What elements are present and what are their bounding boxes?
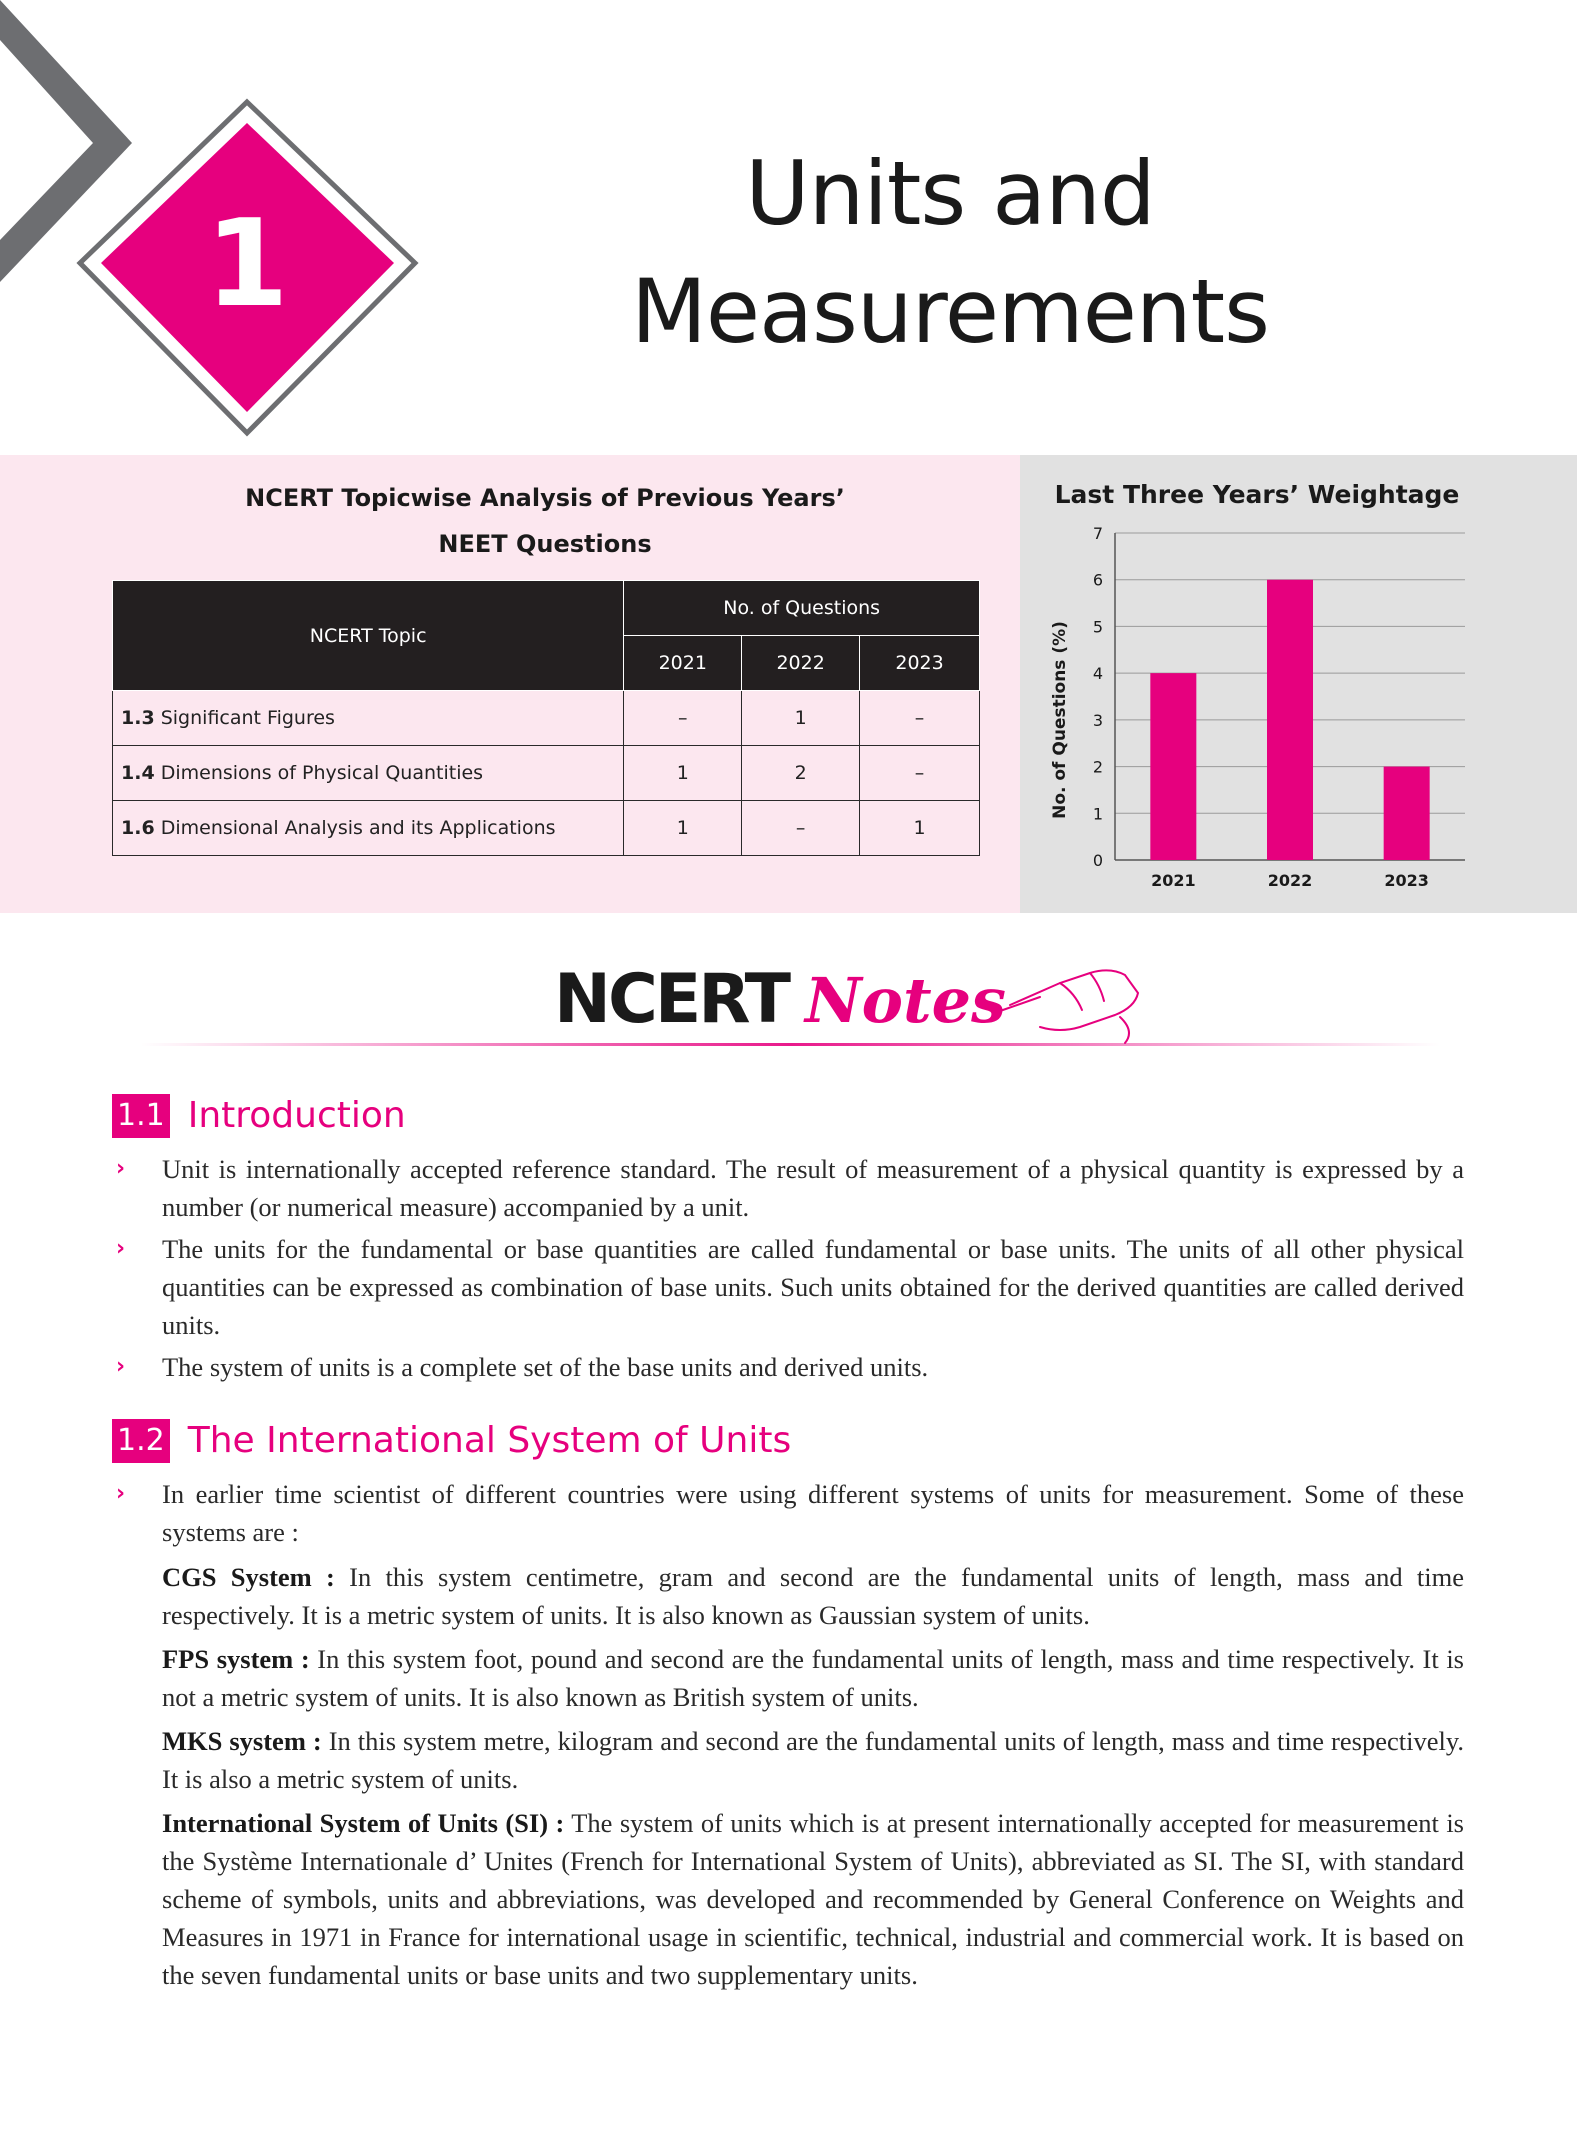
bar <box>1150 673 1196 860</box>
section-heading-introduction <box>112 1094 406 1138</box>
value-cell: 1 <box>860 801 980 856</box>
chevron-right-icon: › <box>116 1481 126 1506</box>
section-number: 1.2 <box>112 1419 170 1463</box>
chevron-right-icon: › <box>116 1156 126 1181</box>
topic-table <box>112 580 980 856</box>
chart-y-axis-label: No. of Questions (%) <box>1050 621 1070 819</box>
y-tick-label: 7 <box>1092 524 1103 543</box>
term-text: The system of units which is at present internationally accepted for measurement is the Système Internationale d’ Unites (French for International System of Units), abbreviated as SI. The SI, with standard scheme of symbols, units and abbreviations, was developed and recommended by General Conference on Weights and Measures in 1971 in France for international usage in scientific, technical, industrial and commercial work. It is based on the seven fundamental units or base units and two supplementary units. <box>162 1808 1464 1990</box>
notes-underline <box>140 1043 1440 1046</box>
chapter-title <box>560 135 1340 371</box>
fps-system-paragraph <box>162 1640 1464 1716</box>
y-tick-label: 2 <box>1092 757 1103 777</box>
bullet-text: The system of units is a complete set of the base units and derived units. <box>162 1352 929 1382</box>
topic-cell <box>113 801 624 856</box>
y-tick-label: 3 <box>1092 710 1103 730</box>
value-cell: – <box>624 691 742 746</box>
topic-name: Dimensions of Physical Quantities <box>160 762 484 784</box>
bar <box>1384 767 1430 860</box>
chevron-right-icon: › <box>116 1354 126 1379</box>
table-row <box>113 746 980 801</box>
term-label: MKS system : <box>162 1726 322 1756</box>
topic-number: 1.3 <box>121 707 155 729</box>
value-cell: – <box>860 691 980 746</box>
topic-number: 1.4 <box>121 762 155 784</box>
section-title: The International System of Units <box>187 1420 792 1461</box>
value-cell: 2 <box>742 746 860 801</box>
si-system-paragraph <box>162 1804 1464 1994</box>
notes-word-ncert: NCERT <box>554 960 788 1039</box>
y-tick-label: 0 <box>1092 851 1103 870</box>
topic-cell <box>113 691 624 746</box>
mks-system-paragraph <box>162 1722 1464 1798</box>
weightage-chart <box>1020 455 1577 913</box>
bullet-text: The units for the fundamental or base quantities are called fundamental or base units. The units of all other physical quantities can be expressed as combination of base units. Such units obtained for the derived quantities are called derived units. <box>162 1234 1464 1340</box>
bullet-text: In earlier time scientist of different countries were using different systems of units for measurement. Some of these systems are : <box>162 1479 1464 1547</box>
chart-y-ticks <box>1093 524 1103 870</box>
list-item <box>112 1348 1464 1386</box>
y-tick-label: 5 <box>1092 617 1103 637</box>
x-tick-label: 2023 <box>1384 871 1429 890</box>
analysis-heading <box>0 475 1090 567</box>
chart-title: Last Three Years’ Weightage <box>1054 480 1460 509</box>
term-text: In this system centimetre, gram and second are the fundamental units of length, mass and time respectively. It is a metric system of units. It is also known as Gaussian system of units. <box>162 1562 1465 1630</box>
value-cell: – <box>742 801 860 856</box>
chapter-number: 1 <box>205 195 289 334</box>
year-header: 2023 <box>860 636 980 691</box>
section-number: 1.1 <box>112 1094 170 1138</box>
section-heading-si-units <box>112 1419 791 1463</box>
year-header: 2021 <box>624 636 742 691</box>
bar <box>1267 580 1313 860</box>
si-units-bullets <box>112 1475 1464 1555</box>
col-topic-header: NCERT Topic <box>113 581 624 691</box>
bullet-text: Unit is internationally accepted reference standard. The result of measurement of a physical quantity is expressed by a number (or numerical measure) accompanied by a unit. <box>162 1154 1464 1222</box>
term-label: International System of Units (SI) : <box>162 1808 565 1838</box>
y-tick-label: 1 <box>1092 804 1103 824</box>
year-header: 2022 <box>742 636 860 691</box>
y-tick-label: 6 <box>1092 570 1103 590</box>
section-title: Introduction <box>187 1095 406 1136</box>
topic-cell <box>113 746 624 801</box>
term-label: FPS system : <box>162 1644 310 1674</box>
x-tick-label: 2022 <box>1267 871 1313 890</box>
analysis-heading-line1: NCERT Topicwise Analysis of Previous Years’ <box>245 484 845 512</box>
term-text: In this system foot, pound and second are the fundamental units of length, mass and time respectively. It is not a metric system of units. It is also known as British system of units. <box>162 1644 1464 1712</box>
hand-writing-icon <box>1000 970 1138 1043</box>
value-cell: 1 <box>624 746 742 801</box>
value-cell: 1 <box>742 691 860 746</box>
term-text: In this system metre, kilogram and second are the fundamental units of length, mass and time respectively. It is also a metric system of units. <box>162 1726 1464 1794</box>
topic-name: Dimensional Analysis and its Applications <box>160 817 556 839</box>
x-tick-label: 2021 <box>1151 871 1196 890</box>
chevron-right-icon: › <box>116 1236 126 1261</box>
chart-x-ticks <box>1151 871 1429 890</box>
table-row <box>113 691 980 746</box>
analysis-heading-line2: NEET Questions <box>438 530 652 558</box>
notes-banner <box>0 945 1577 1055</box>
introduction-bullets <box>112 1150 1464 1390</box>
table-row <box>113 801 980 856</box>
col-questions-header: No. of Questions <box>624 581 980 636</box>
chapter-title-line2: Measurements <box>631 260 1269 363</box>
list-item <box>112 1230 1464 1344</box>
topic-name: Significant Figures <box>160 707 335 729</box>
value-cell: 1 <box>624 801 742 856</box>
list-item <box>112 1475 1464 1551</box>
list-item <box>112 1150 1464 1226</box>
table-header-row <box>113 581 980 636</box>
chapter-badge <box>0 0 440 450</box>
topic-number: 1.6 <box>121 817 155 839</box>
value-cell: – <box>860 746 980 801</box>
y-tick-label: 4 <box>1092 664 1103 684</box>
chapter-title-line1: Units and <box>745 142 1155 245</box>
cgs-system-paragraph <box>162 1558 1464 1634</box>
term-label: CGS System : <box>162 1562 335 1592</box>
notes-word-notes: Notes <box>805 964 1007 1037</box>
